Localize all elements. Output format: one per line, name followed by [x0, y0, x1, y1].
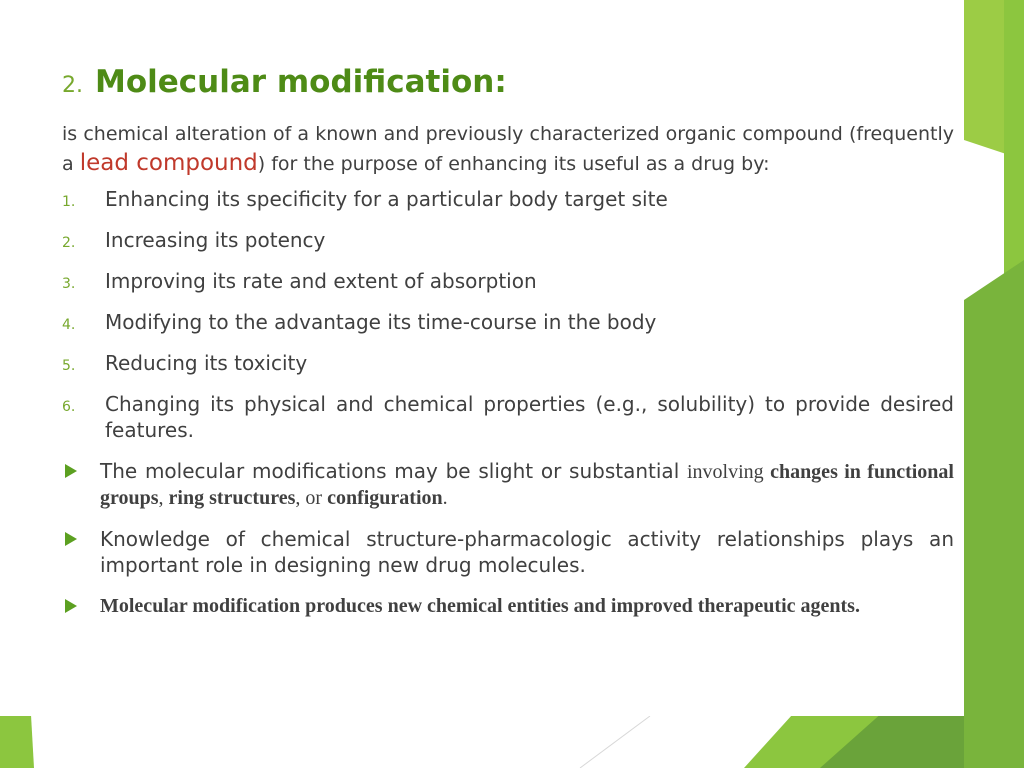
bullet-text-or: , or	[295, 487, 328, 509]
list-item	[62, 391, 954, 443]
bullet-text-changes: changes in functional groups	[100, 461, 954, 509]
list-item	[62, 309, 954, 335]
bullet-text-involving: involving	[687, 461, 771, 483]
list-item-text: Improving its rate and extent of absorption	[105, 269, 537, 293]
list-item	[62, 186, 954, 212]
list-item	[62, 350, 954, 376]
list-item-text: Reducing its toxicity	[105, 351, 308, 375]
thin-line-bottom	[580, 716, 650, 768]
heading-number: 2.	[62, 73, 83, 98]
bullet-item-knowledge	[62, 526, 954, 578]
bullet-text: Knowledge of chemical structure-pharmacologic activity relationships plays an important role in designing new drug molecules.	[100, 527, 954, 577]
list-item	[62, 268, 954, 294]
intro-text-part2: ) for the purpose of enhancing its useful as a drug by:	[257, 153, 770, 175]
list-item-text: Enhancing its specificity for a particular body target site	[105, 187, 668, 211]
triangle-bullet-icon	[65, 464, 77, 478]
slide-heading	[62, 64, 954, 110]
bullet-text-period: .	[442, 487, 448, 509]
list-item-text: Modifying to the advantage its time-course in the body	[105, 310, 657, 334]
bullet-text-sans: The molecular modifications may be slight or substantial	[100, 459, 687, 483]
intro-text-part1: is chemical alteration of a known and previously characterized organic compound (frequently a	[62, 123, 954, 175]
intro-paragraph	[62, 120, 954, 179]
bullet-text-config: configuration	[327, 487, 443, 509]
heading-title: Molecular modification:	[95, 64, 507, 100]
bullet-text-comma: ,	[158, 487, 169, 509]
list-item-number: 2.	[62, 235, 76, 251]
list-item-number: 6.	[62, 399, 76, 415]
bullet-list	[62, 458, 954, 619]
bullet-text-ring: ring structures	[168, 487, 296, 509]
bullet-text: Molecular modification produces new chemical entities and improved therapeutic agents.	[100, 595, 860, 617]
triangle-bullet-icon	[65, 599, 77, 613]
enhancement-list	[62, 186, 954, 443]
list-item-number: 4.	[62, 317, 76, 333]
bullet-item-new-entities	[62, 593, 954, 619]
lead-compound-term: lead compound	[79, 150, 258, 176]
list-item-number: 1.	[62, 194, 76, 210]
list-item-text: Increasing its potency	[105, 228, 326, 252]
bullet-item-modifications	[62, 458, 954, 511]
slide-content	[62, 64, 954, 634]
list-item	[62, 227, 954, 253]
list-item-text: Changing its physical and chemical properties (e.g., solubility) to provide desired features.	[105, 392, 954, 442]
triangle-bullet-icon	[65, 532, 77, 546]
green-shape-right-lower	[964, 260, 1024, 768]
list-item-number: 3.	[62, 276, 76, 292]
list-item-number: 5.	[62, 358, 76, 374]
